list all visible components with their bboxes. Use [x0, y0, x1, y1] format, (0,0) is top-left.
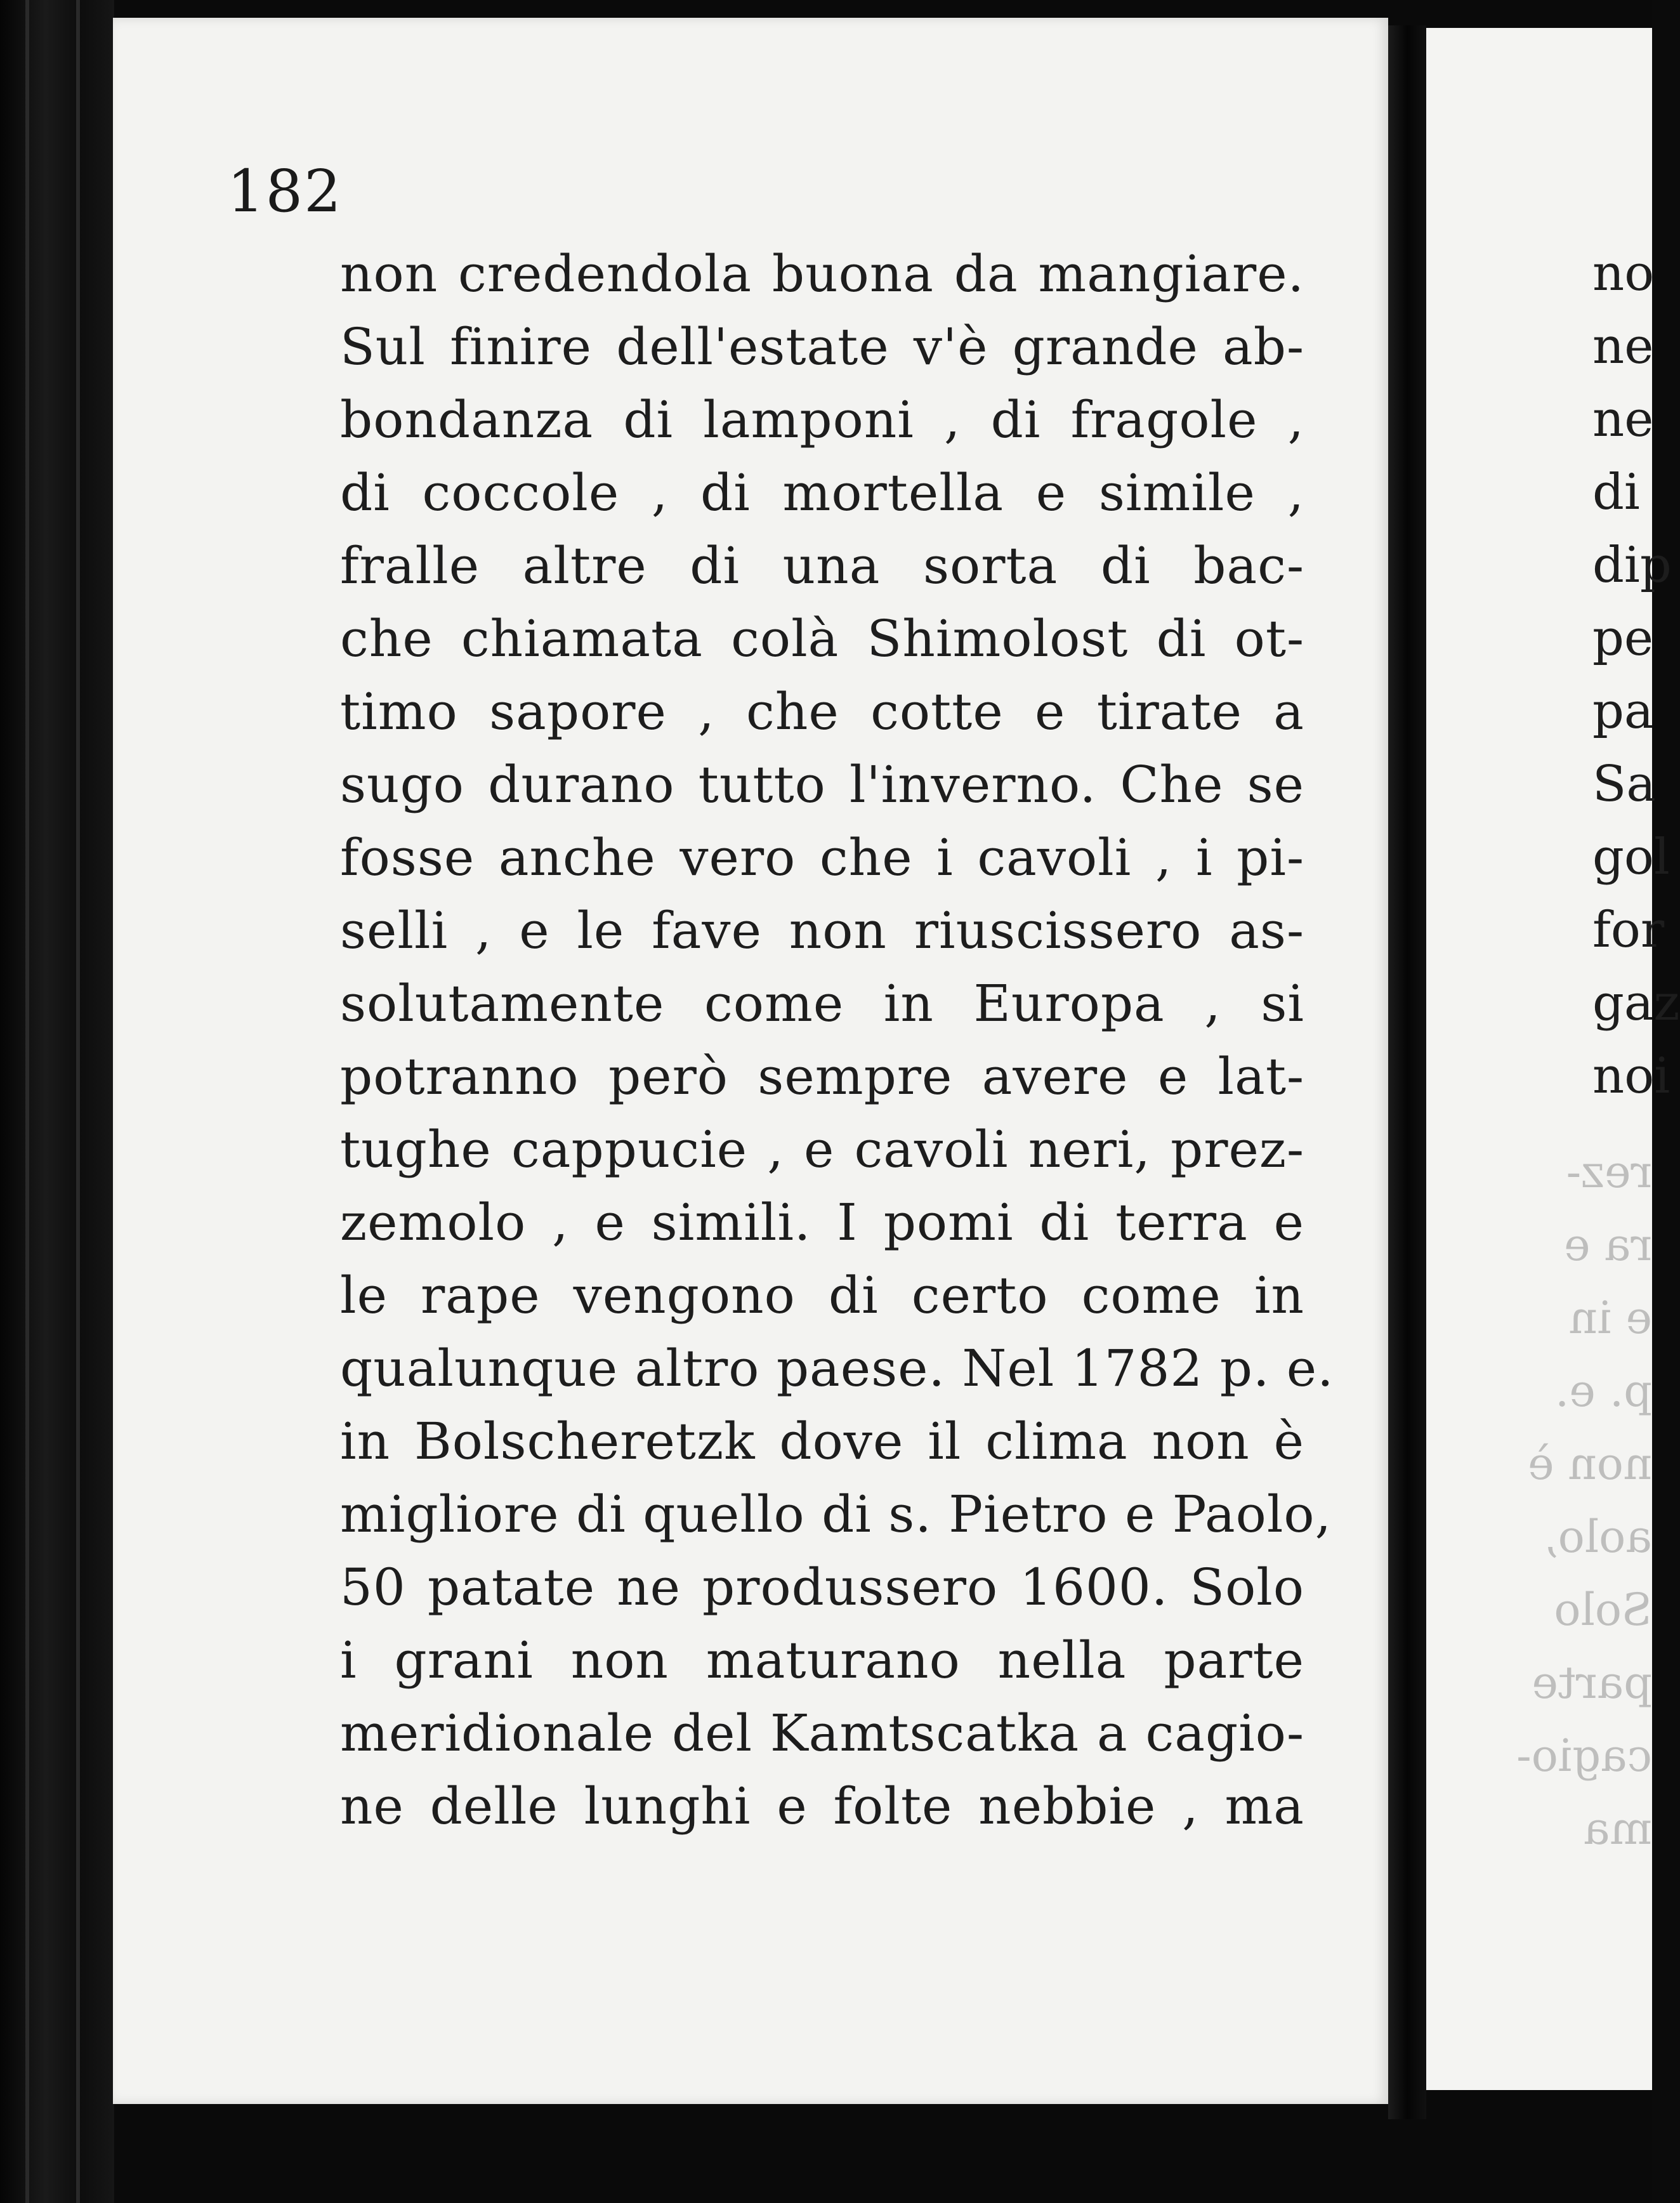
right-text-fragment: ne — [1592, 318, 1654, 375]
text-line: zemolo , e simili. I pomi di terra e — [340, 1193, 1304, 1252]
right-text-fragment: pe — [1592, 610, 1654, 667]
text-line: che chiamata colà Shimolost di ot- — [340, 609, 1304, 668]
text-line: le rape vengono di certo come in — [340, 1266, 1304, 1325]
bleed-fragment: Solo — [1554, 1584, 1652, 1636]
text-line: ne delle lunghi e folte nebbie , ma — [340, 1777, 1304, 1836]
text-line: selli , e le fave non riuscissero as- — [340, 901, 1304, 960]
right-text-fragment: Sa — [1592, 756, 1656, 813]
right-text-fragment: pa — [1592, 683, 1654, 740]
right-text-fragment: gol — [1592, 829, 1670, 886]
book-gutter — [1388, 25, 1426, 2119]
right-text-fragment: noi — [1592, 1048, 1670, 1105]
right-text-fragment: dip — [1592, 537, 1672, 594]
right-text-fragment: ne — [1592, 391, 1654, 448]
right-page-text — [1592, 237, 1680, 1113]
bleed-fragment: parte — [1532, 1657, 1652, 1709]
text-line: sugo durano tutto l'inverno. Che se — [340, 755, 1304, 814]
text-line: in Bolscheretzk dove il clima non è — [340, 1412, 1304, 1471]
text-line: timo sapore , che cotte e tirate a — [340, 682, 1304, 741]
bleed-fragment: rez- — [1566, 1146, 1652, 1198]
right-text-fragment: for — [1592, 902, 1665, 959]
text-line: fosse anche vero che i cavoli , i pi- — [340, 828, 1304, 887]
right-text-fragment: di — [1592, 464, 1640, 521]
left-binding-edge — [0, 0, 114, 2203]
right-text-fragment: no — [1592, 245, 1655, 302]
bleed-fragment: ra e — [1564, 1219, 1652, 1271]
text-line: Sul finire dell'estate v'è grande ab- — [340, 317, 1304, 376]
text-line: non credendola buona da mangiare. — [340, 244, 1304, 303]
body-text — [340, 237, 1334, 1843]
right-text-fragment: gaz — [1592, 975, 1680, 1032]
text-line: i grani non maturano nella parte — [340, 1631, 1304, 1690]
text-line: qualunque altro paese. Nel 1782 p. e. — [340, 1339, 1334, 1398]
text-line: tughe cappucie , e cavoli neri, prez- — [340, 1120, 1304, 1179]
right-page-show-through — [1516, 1136, 1652, 1865]
bleed-fragment: ma — [1583, 1803, 1652, 1855]
text-line: potranno però sempre avere e lat- — [340, 1047, 1304, 1106]
page-number: 182 — [227, 157, 343, 225]
bleed-fragment: aolo, — [1544, 1511, 1652, 1563]
binding-stripe — [25, 0, 29, 2203]
text-line: migliore di quello di s. Pietro e Paolo, — [340, 1485, 1332, 1544]
bleed-fragment: e in — [1568, 1292, 1652, 1344]
text-line: bondanza di lamponi , di fragole , — [340, 390, 1304, 449]
text-line: fralle altre di una sorta di bac- — [340, 536, 1304, 595]
bleed-fragment: non è — [1528, 1438, 1652, 1490]
bleed-fragment: p. e. — [1555, 1365, 1652, 1417]
binding-stripe — [76, 0, 80, 2203]
text-line: meridionale del Kamtscatka a cagio- — [340, 1704, 1304, 1763]
text-line: solutamente come in Europa , si — [340, 974, 1304, 1033]
text-line: di coccole , di mortella e simile , — [340, 463, 1304, 522]
bleed-fragment: cagio- — [1516, 1730, 1652, 1782]
text-line: 50 patate ne produssero 1600. Solo — [340, 1558, 1304, 1617]
